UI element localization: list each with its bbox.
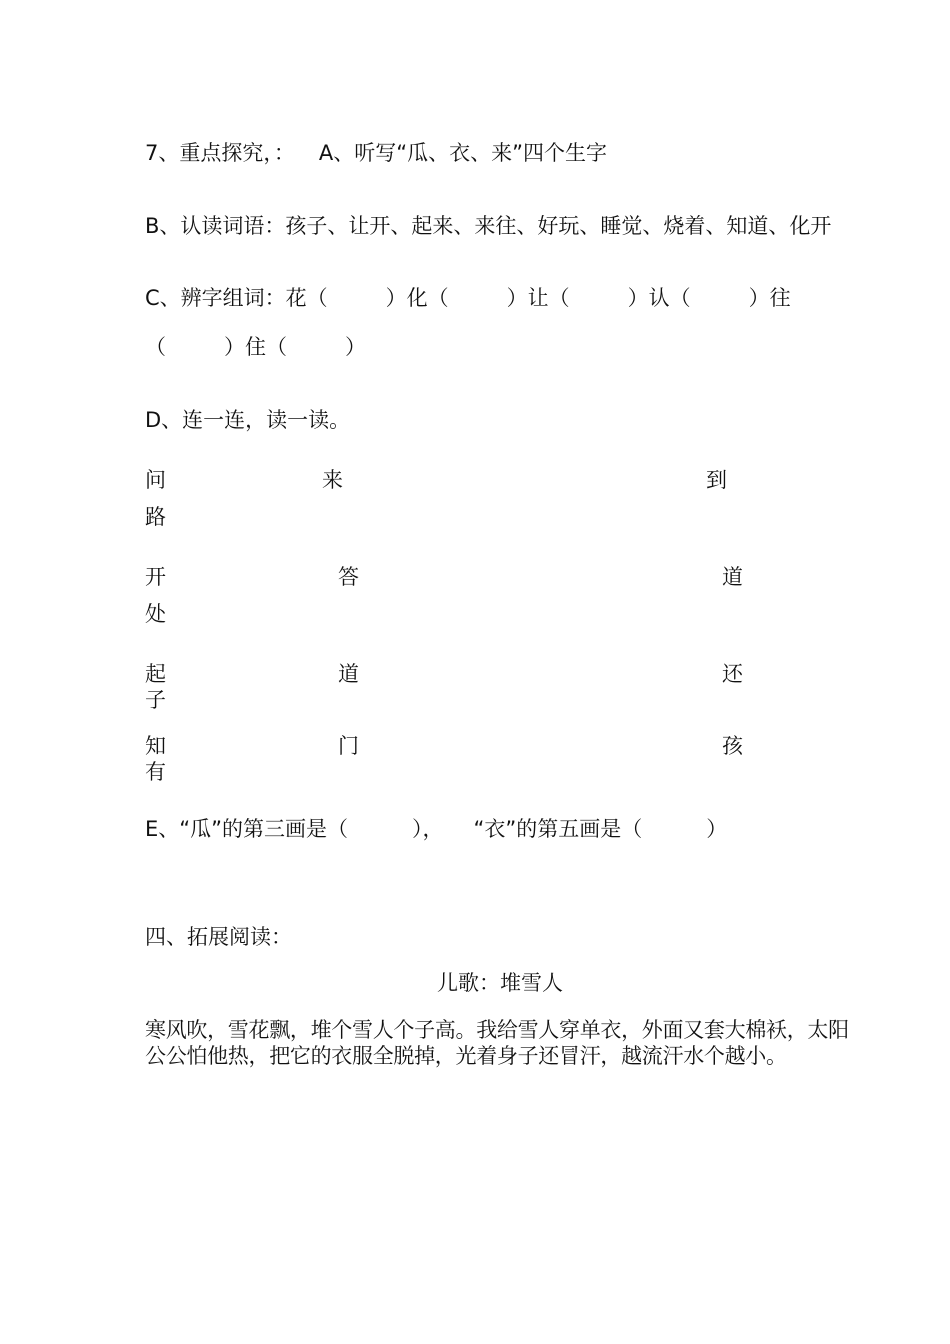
c-char-1: 花	[285, 286, 307, 310]
paren-open: （	[266, 335, 287, 359]
c-char-5: 往	[769, 286, 791, 310]
c-char-4: 认	[648, 286, 670, 310]
match-left: 问	[145, 468, 166, 492]
paren-open: （	[306, 286, 328, 310]
paren-open: （	[427, 286, 449, 310]
question-7e	[145, 813, 727, 843]
c-char-3: 让	[527, 286, 549, 310]
match-left: 起	[145, 662, 166, 686]
question-7e-part3: “衣”的第五画是（	[473, 817, 643, 841]
match-right: 到	[706, 468, 727, 492]
question-7d: D、连一连，读一读。	[145, 408, 351, 432]
question-7c-prefix: C、辨字组词：	[145, 286, 286, 310]
question-7c	[145, 282, 791, 312]
paren-close: ）	[748, 286, 770, 310]
paren-open: （	[548, 286, 570, 310]
section-4-heading: 四、拓展阅读：	[145, 925, 292, 949]
paren-close: ）	[345, 335, 366, 359]
match-left: 知	[145, 734, 166, 758]
c-char-2: 化	[406, 286, 428, 310]
match-left-2: 子	[145, 688, 166, 712]
paren-open: （	[145, 335, 166, 359]
question-7	[145, 137, 607, 167]
c-char-6: 住	[245, 335, 266, 359]
paren-close: ）	[224, 335, 245, 359]
question-7e-part2: ），	[412, 817, 444, 841]
paren-open: （	[669, 286, 691, 310]
question-7-label: 7、重点探究，：	[145, 141, 295, 165]
match-right: 孩	[722, 734, 743, 758]
match-mid: 来	[322, 468, 343, 492]
match-right: 道	[722, 565, 743, 589]
paren-close: ）	[385, 286, 407, 310]
question-7a: A、听写“瓜、衣、来”四个生字	[318, 141, 607, 165]
match-mid: 答	[338, 565, 359, 589]
paren-close: ）	[506, 286, 528, 310]
paren-close: ）	[627, 286, 649, 310]
match-mid: 门	[338, 734, 359, 758]
poem-line-2: 公公怕他热，把它的衣服全脱掉，光着身子还冒汗，越流汗水个越小。	[145, 1044, 787, 1068]
question-7e-part4: ）	[706, 817, 728, 841]
poem-line-1: 寒风吹，雪花飘，堆个雪人个子高。我给雪人穿单衣，外面又套大棉袄，太阳	[145, 1018, 849, 1042]
poem-title: 儿歌：堆雪人	[437, 971, 563, 995]
question-7c-cont	[145, 331, 366, 361]
match-left: 开	[145, 565, 166, 589]
match-left-2: 有	[145, 760, 166, 784]
question-7b: B、认读词语：孩子、让开、起来、来往、好玩、睡觉、烧着、知道、化开	[145, 214, 832, 238]
match-right: 还	[722, 662, 743, 686]
question-7e-part1: E、“瓜”的第三画是（	[145, 817, 349, 841]
match-left-2: 路	[145, 505, 166, 529]
match-left-2: 处	[145, 602, 166, 626]
match-mid: 道	[338, 662, 359, 686]
